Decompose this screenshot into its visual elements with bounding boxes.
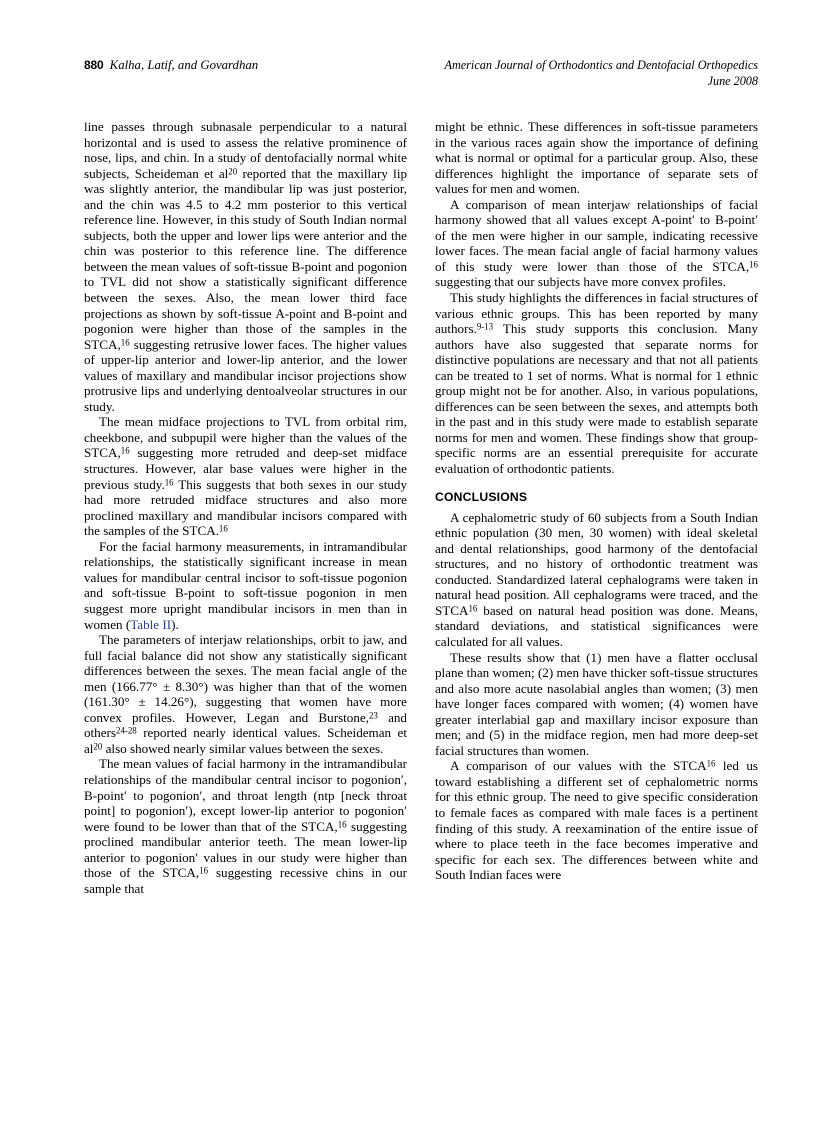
- paragraph-text-run: suggesting retrusive lower faces. The higher values of upper-lip anterior and lower-lip anterior, and the lower values of maxillary and mandibular incisor projections show protrusive lips and underlying dentoalveolar structures in our study.: [84, 336, 407, 414]
- left-column: [84, 119, 407, 1059]
- paragraph-text-run: line passes through subnasale perpendicular to a natural horizontal and is used to assess the relative prominence of nose, lips, and chin. In a study of dentofacially normal white subjects, Scheideman et al: [84, 119, 407, 181]
- running-head-right: [445, 58, 758, 89]
- paragraph-text-run: reported that the maxillary lip was slightly anterior, the mandibular lip was just posterior, and the chin was 4.5 to 4.2 mm posterior to this vertical reference line. However, in this study of South Indian normal subjects, both the upper and lower lips were anterior and the chin was posterior to this reference line. The difference between the mean values of soft-tissue B-point and pogonion to TVL did not show a statistically significant difference between the sexes. Also, the mean lower third face projections as shown by soft-tissue A-point and B-point and pogonion were higher than those of the samples in the STCA,: [84, 165, 408, 352]
- body-paragraph: [435, 290, 758, 477]
- body-paragraph: [435, 197, 758, 290]
- body-paragraph: [435, 650, 758, 759]
- paragraph-text-run: For the facial harmony measurements, in intramandibular relationships, the statistically significant increase in mean values for mandibular central incisor to soft-tissue pogonion and soft-tissue B-point to soft-tissue pogonion in men suggest more upright mandibular incisors in men than in women (: [84, 538, 407, 632]
- reference-superscript[interactable]: 20: [228, 165, 238, 176]
- paragraph-text-run: led us toward establishing a different set of cephalometric norms for this ethnic group. The need to give specific consideration to female faces as compared with male faces is a pertinent finding of this study. A reexamination of the entire issue of where to place teeth in the face becomes imperative and specific for each sex. The differences between white and South Indian faces were: [435, 758, 759, 883]
- reference-superscript[interactable]: 23: [368, 710, 378, 721]
- reference-superscript[interactable]: 16: [120, 336, 130, 347]
- paragraph-text-run: suggesting more retruded and deep-set midface structures. However, alar base values were higher in the previous study.: [84, 445, 407, 492]
- body-paragraph: [435, 510, 758, 650]
- reference-superscript[interactable]: 16: [337, 818, 347, 829]
- reference-superscript[interactable]: 16: [199, 865, 209, 876]
- paragraph-text-run: suggesting that our subjects have more convex profiles.: [435, 274, 726, 290]
- running-head: [84, 58, 758, 89]
- paragraph-text-run: These results show that (1) men have a flatter occlusal plane than women; (2) men have thicker soft-tissue structures and also more acute nasolabial angles than women; (3) men have longer faces compared with women; (4) women have greater interlabial gap and maxillary incisor exposure than men; and (5) in the midface region, men had more deep-set facial structures than women.: [435, 649, 758, 758]
- reference-superscript[interactable]: 9-13: [476, 321, 494, 332]
- reference-superscript[interactable]: 20: [93, 741, 103, 752]
- reference-superscript[interactable]: 16: [218, 523, 228, 534]
- table-cross-reference-link[interactable]: Table II: [130, 616, 172, 632]
- issue-date: June 2008: [707, 73, 758, 88]
- paragraph-text-run: This suggests that both sexes in our study had more retruded midface structures and also more proclined maxillary and mandibular incisors compared with the samples of the STCA.: [84, 476, 407, 539]
- paragraph-text-run: A cephalometric study of 60 subjects from a South Indian ethnic population (30 men, 30 women) with ideal skeletal and dental relationships, good harmony of the dentofacial structures, and no history of orthodontic treatment was conducted. Standardized lateral cephalograms were taken in natural head position. All cephalograms were traced, and the STCA: [435, 509, 758, 618]
- paragraph-text-run: based on natural head position was done. Means, standard deviations, and statistical significances were calculated for all values.: [435, 602, 758, 649]
- body-columns: [84, 119, 758, 1059]
- paragraph-text-run: suggesting proclined mandibular anterior teeth. The mean lower-lip anterior to pogonion′ values in our study were higher than those of the STCA,: [84, 818, 407, 881]
- page-number: 880: [84, 58, 104, 72]
- reference-superscript[interactable]: 24-28: [116, 725, 137, 736]
- body-paragraph: [84, 539, 407, 632]
- paragraph-text-run: This study supports this conclusion. Many authors have also suggested that separate norms for distinctive populations are necessary and that not all patients can be treated to 1 set of norms. What is normal for 1 ethnic group might not be for another. Also, in various populations, differences can be seen between the sexes, and attempts both in the past and in this study were made to establish separate norms for men and women. These findings show that group-specific norms are an essential prerequisite for accurate evaluation of orthodontic patients.: [435, 321, 758, 477]
- reference-superscript[interactable]: 16: [468, 603, 478, 614]
- reference-superscript[interactable]: 16: [120, 445, 130, 456]
- paragraph-text-run: suggesting recessive chins in our sample that: [84, 865, 408, 896]
- reference-superscript[interactable]: 16: [164, 476, 174, 487]
- body-paragraph: [84, 756, 407, 896]
- section-heading-conclusions: CONCLUSIONS: [435, 489, 528, 504]
- paragraph-text-run: reported nearly identical values. Scheideman et al: [84, 725, 407, 756]
- paragraph-text-run: A comparison of mean interjaw relationships of facial harmony showed that all values except A-point′ to B-point′ of the men were higher in our sample, indicating recessive lower faces. The mean facial angle of facial harmony values of this study were lower than those of the STCA,: [435, 196, 758, 274]
- paragraph-text-run: The mean midface projections to TVL from orbital rim, cheekbone, and subpupil were higher than the values of the STCA,: [84, 414, 407, 461]
- body-paragraph: [84, 632, 407, 756]
- paragraph-text-run: ).: [171, 616, 179, 632]
- body-paragraph: [435, 119, 758, 197]
- paragraph-text-run: The mean values of facial harmony in the intramandibular relationships of the mandibular central incisor to pogonion′, B-point′ to pogonion′, and throat length (ntp [neck throat point] to pogonion′), except lower-lip anterior to pogonion′ were found to be lower than that of the STCA,: [84, 756, 407, 834]
- running-head-authors: Kalha, Latif, and Govardhan: [109, 58, 259, 72]
- paragraph-text-run: and others: [84, 709, 407, 741]
- right-column: [435, 119, 758, 1059]
- paragraph-text-run: The parameters of interjaw relationships, orbit to jaw, and full facial balance did not show any statistically significant differences between the sexes. The mean facial angle of the men (166.77° ± 8.30°) was higher than that of the women (161.30° ± 14.26°), suggesting that women have more convex profiles. However, Legan and Burstone,: [84, 632, 407, 725]
- reference-superscript[interactable]: 16: [749, 259, 758, 270]
- running-head-left: [84, 58, 258, 73]
- body-paragraph: [84, 119, 407, 414]
- paragraph-text-run: A comparison of our values with the STCA: [450, 758, 707, 774]
- body-paragraph: [435, 758, 758, 882]
- body-paragraph: [84, 414, 407, 538]
- paragraph-text-run: also showed nearly similar values between the sexes.: [102, 740, 384, 756]
- paragraph-text-run: might be ethnic. These differences in soft-tissue parameters in the various races again show the importance of defining what is normal or optimal for a particular group. Also, these differences highlight the importance of separate sets of values for men and women.: [435, 119, 758, 197]
- reference-superscript[interactable]: 16: [706, 758, 716, 769]
- paragraph-text-run: This study highlights the differences in facial structures of various ethnic groups. This has been reported by many authors.: [435, 290, 758, 337]
- journal-title: American Journal of Orthodontics and Dentofacial Orthopedics: [444, 58, 758, 72]
